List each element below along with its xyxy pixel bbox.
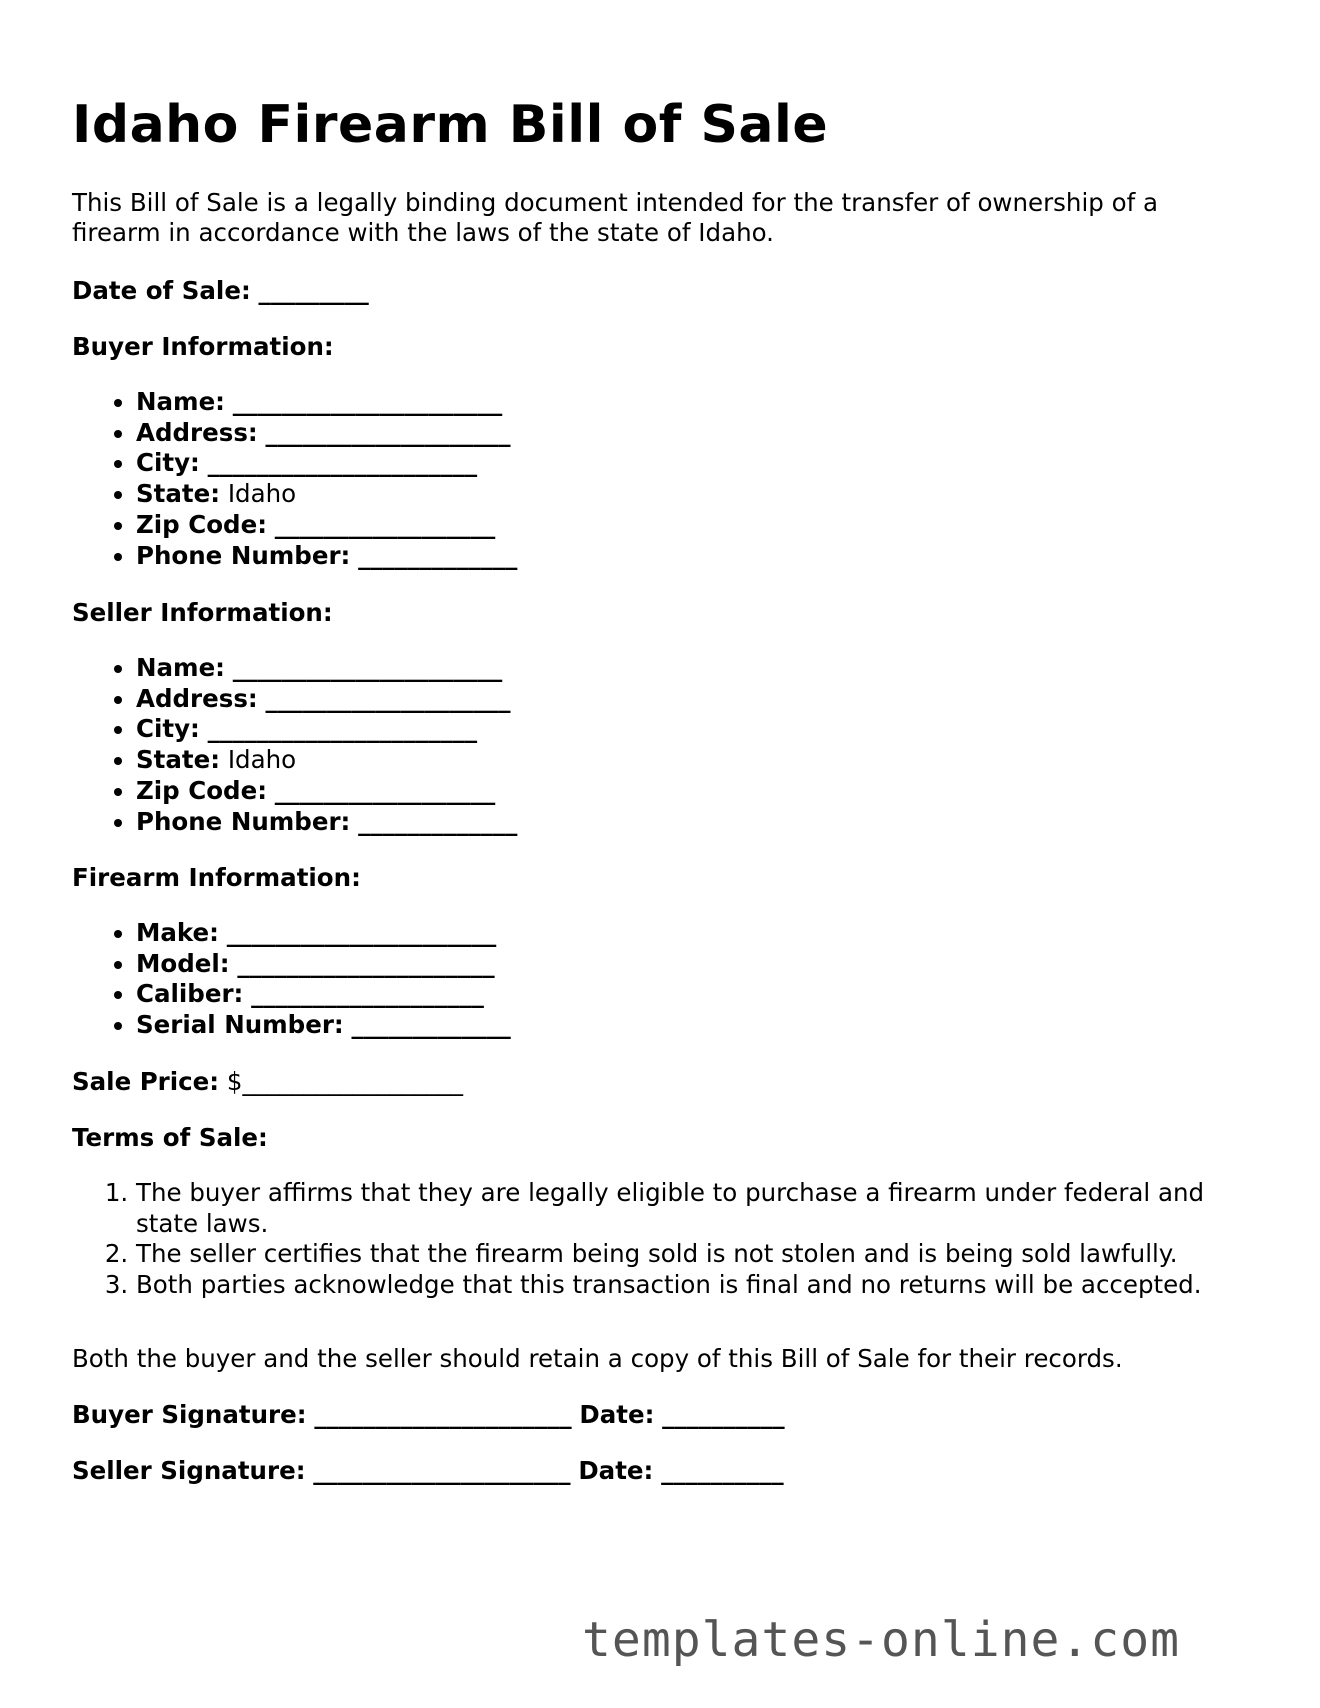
buyer-date-label: Date: (579, 1400, 655, 1429)
buyer-state-item (136, 479, 1296, 510)
firearm-model-field[interactable]: _____________________ (237, 948, 495, 978)
terms-list (72, 1178, 1256, 1301)
watermark-text: templates-online.com (582, 1612, 1180, 1668)
firearm-make-field[interactable]: ______________________ (226, 918, 497, 947)
seller-zip-label: Zip Code: (136, 775, 267, 805)
seller-city-label: City: (136, 714, 200, 744)
seller-signature-line (72, 1456, 784, 1486)
buyer-signature-label: Buyer Signature: (72, 1400, 307, 1429)
firearm-caliber-label: Caliber: (136, 979, 244, 1009)
seller-state-value: Idaho (227, 745, 297, 775)
date-of-sale-field[interactable]: _________ (258, 276, 369, 305)
buyer-address-label: Address: (136, 417, 258, 447)
buyer-fields-list (72, 387, 1296, 571)
buyer-phone-label: Phone Number: (136, 540, 351, 570)
buyer-state-value: Idaho (227, 479, 297, 509)
seller-signature-field[interactable]: _____________________ (313, 1456, 571, 1485)
buyer-phone-item (136, 541, 1296, 572)
buyer-name-item (136, 387, 1296, 418)
buyer-city-item (136, 448, 1296, 479)
firearm-model-item (136, 949, 1296, 980)
seller-fields-list (72, 653, 1296, 837)
seller-state-label: State: (136, 745, 221, 775)
buyer-zip-field[interactable]: __________________ (274, 509, 496, 539)
retain-note: Both the buyer and the seller should retain a copy of this Bill of Sale for their records. (72, 1344, 1123, 1373)
seller-zip-field[interactable]: __________________ (274, 775, 496, 805)
sale-price-line (72, 1067, 463, 1097)
seller-name-field[interactable]: ______________________ (232, 653, 503, 682)
buyer-signature-line (72, 1400, 785, 1430)
firearm-model-label: Model: (136, 948, 230, 978)
buyer-state-label: State: (136, 479, 221, 509)
seller-heading: Seller Information: (72, 598, 333, 627)
sale-price-field[interactable]: $__________________ (226, 1067, 463, 1096)
seller-city-item (136, 714, 1296, 745)
terms-heading: Terms of Sale: (72, 1123, 268, 1152)
terms-item-3: 3. Both parties acknowledge that this transaction is final and no returns will be accepted. (136, 1270, 1256, 1301)
buyer-name-label: Name: (136, 387, 225, 416)
firearm-make-label: Make: (136, 918, 219, 947)
firearm-caliber-item (136, 979, 1296, 1010)
buyer-signature-field[interactable]: _____________________ (314, 1400, 572, 1429)
terms-item-1: 1. The buyer affirms that they are legally eligible to purchase a firearm under federal and state laws. (136, 1178, 1256, 1239)
sale-price-label: Sale Price: (72, 1067, 220, 1096)
seller-zip-item (136, 776, 1296, 807)
buyer-phone-field[interactable]: _____________ (358, 540, 518, 570)
firearm-make-item (136, 918, 1296, 949)
seller-address-item (136, 684, 1296, 715)
firearm-serial-label: Serial Number: (136, 1010, 344, 1040)
terms-item-2: 2. The seller certifies that the firearm being sold is not stolen and is being sold lawfully. (136, 1239, 1256, 1270)
seller-state-item (136, 745, 1296, 776)
buyer-city-field[interactable]: ______________________ (207, 448, 478, 478)
firearm-caliber-field[interactable]: ___________________ (251, 979, 484, 1009)
buyer-address-field[interactable]: ____________________ (265, 417, 511, 447)
document-page (72, 90, 1252, 1485)
seller-phone-field[interactable]: _____________ (358, 806, 518, 836)
firearm-serial-field[interactable]: _____________ (351, 1010, 511, 1040)
buyer-city-label: City: (136, 448, 200, 478)
buyer-name-field[interactable]: ______________________ (232, 387, 503, 416)
firearm-fields-list (72, 918, 1296, 1041)
seller-phone-item (136, 807, 1296, 838)
seller-address-label: Address: (136, 683, 258, 713)
seller-address-field[interactable]: ____________________ (265, 683, 511, 713)
buyer-date-field[interactable]: __________ (662, 1400, 785, 1429)
date-of-sale-label: Date of Sale: (72, 276, 251, 305)
seller-signature-label: Seller Signature: (72, 1456, 306, 1485)
buyer-address-item (136, 418, 1296, 449)
firearm-heading: Firearm Information: (72, 863, 361, 892)
seller-date-field[interactable]: __________ (661, 1456, 784, 1485)
buyer-zip-item (136, 510, 1296, 541)
seller-name-label: Name: (136, 653, 225, 682)
date-of-sale-line (72, 276, 369, 306)
intro-paragraph: This Bill of Sale is a legally binding document intended for the transfer of ownership of a firearm in accordance with the laws of the state of Idaho. (72, 188, 1159, 247)
seller-phone-label: Phone Number: (136, 806, 351, 836)
seller-name-item (136, 653, 1296, 684)
firearm-serial-item (136, 1010, 1296, 1041)
buyer-zip-label: Zip Code: (136, 509, 267, 539)
buyer-heading: Buyer Information: (72, 332, 334, 361)
page-title: Idaho Firearm Bill of Sale (72, 95, 829, 155)
seller-date-label: Date: (578, 1456, 654, 1485)
seller-city-field[interactable]: ______________________ (207, 714, 478, 744)
